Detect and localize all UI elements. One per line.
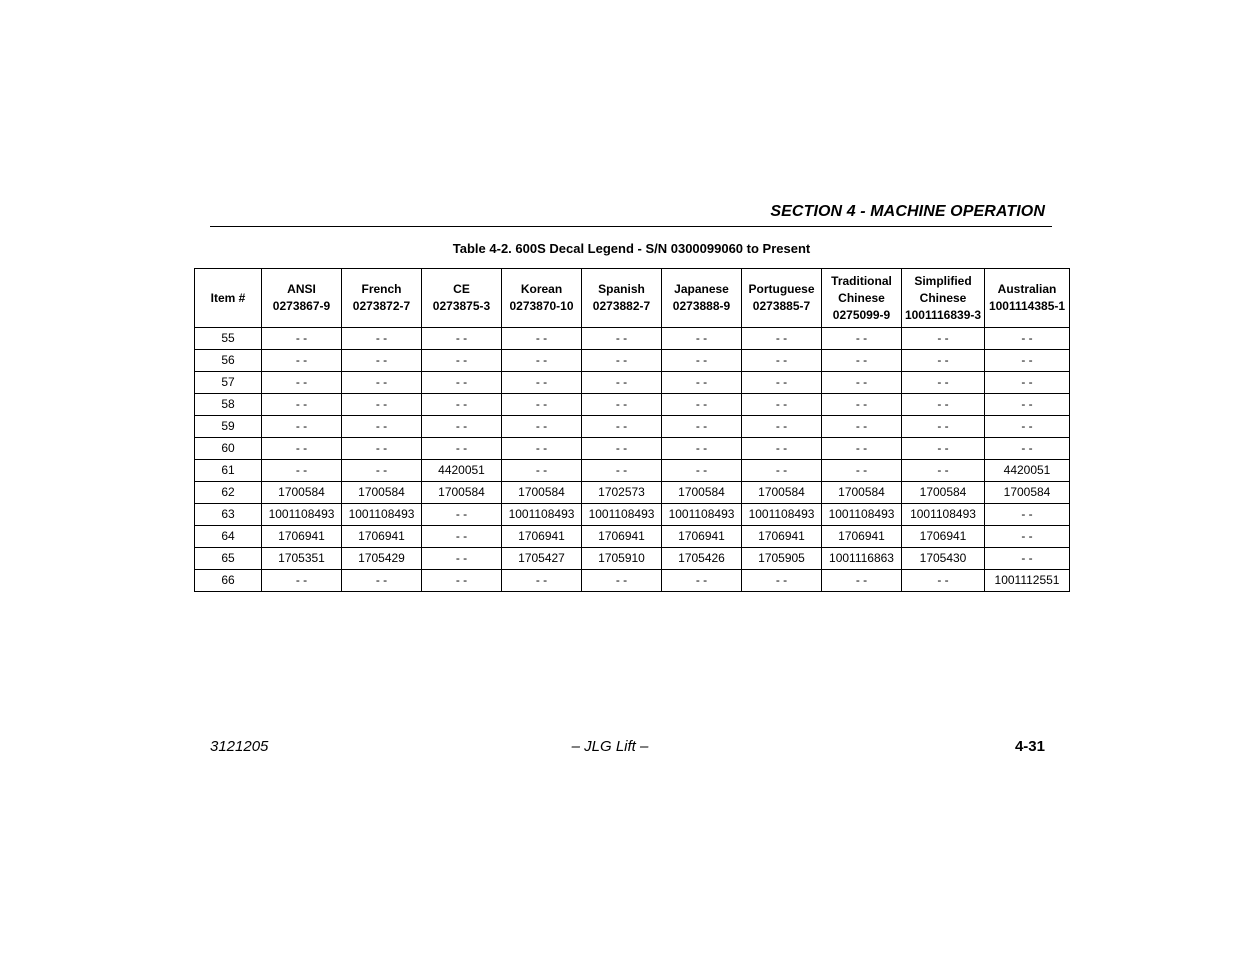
document-number: 3121205: [210, 738, 269, 755]
part-number-cell: - -: [662, 394, 742, 416]
part-number-cell: 1705427: [502, 548, 582, 570]
section-header: [210, 201, 1052, 227]
part-number-cell: - -: [902, 350, 985, 372]
table-row: [195, 416, 1070, 438]
item-number-cell: 61: [195, 460, 262, 482]
part-number-cell: 1700584: [342, 482, 422, 504]
part-number-cell: 1700584: [502, 482, 582, 504]
part-number-cell: - -: [742, 416, 822, 438]
part-number-cell: - -: [822, 328, 902, 350]
table-row: [195, 482, 1070, 504]
part-number-cell: - -: [502, 394, 582, 416]
part-number-cell: - -: [502, 460, 582, 482]
part-number-cell: - -: [422, 372, 502, 394]
column-header-code: 1001116839-3: [904, 307, 982, 322]
part-number-cell: - -: [742, 460, 822, 482]
part-number-cell: 1001108493: [262, 504, 342, 526]
part-number-cell: 1705910: [582, 548, 662, 570]
part-number-cell: - -: [582, 438, 662, 460]
part-number-cell: 1001108493: [582, 504, 662, 526]
column-header-name: Australian: [997, 282, 1057, 296]
part-number-cell: - -: [502, 416, 582, 438]
part-number-cell: 1706941: [902, 526, 985, 548]
part-number-cell: - -: [985, 416, 1070, 438]
column-header-ce: [422, 269, 502, 328]
part-number-cell: - -: [662, 328, 742, 350]
part-number-cell: 1702573: [582, 482, 662, 504]
column-header-code: 0273885-7: [752, 299, 811, 313]
part-number-cell: - -: [985, 548, 1070, 570]
part-number-cell: 1705351: [262, 548, 342, 570]
part-number-cell: - -: [822, 416, 902, 438]
part-number-cell: - -: [342, 372, 422, 394]
table-row: [195, 548, 1070, 570]
part-number-cell: - -: [822, 372, 902, 394]
part-number-cell: - -: [985, 350, 1070, 372]
part-number-cell: - -: [342, 438, 422, 460]
column-header-simplified-chinese: [902, 269, 985, 328]
part-number-cell: - -: [502, 570, 582, 592]
column-header-code: 0273882-7: [592, 299, 651, 313]
part-number-cell: - -: [342, 328, 422, 350]
part-number-cell: - -: [902, 416, 985, 438]
column-header-name: French: [361, 282, 402, 296]
part-number-cell: 1001108493: [662, 504, 742, 526]
part-number-cell: 1001108493: [902, 504, 985, 526]
table-row: [195, 438, 1070, 460]
part-number-cell: 1001116863: [822, 548, 902, 570]
part-number-cell: - -: [582, 460, 662, 482]
part-number-cell: - -: [742, 328, 822, 350]
part-number-cell: 1001108493: [342, 504, 422, 526]
table-caption: Table 4-2. 600S Decal Legend - S/N 0300099060 to Present: [452, 241, 811, 256]
table-row: [195, 394, 1070, 416]
part-number-cell: - -: [342, 350, 422, 372]
part-number-cell: 4420051: [422, 460, 502, 482]
part-number-cell: - -: [582, 416, 662, 438]
column-header-code: 0273867-9: [272, 299, 331, 313]
footer-brand: – JLG Lift –: [571, 738, 649, 755]
part-number-cell: - -: [742, 394, 822, 416]
part-number-cell: 1001108493: [742, 504, 822, 526]
part-number-cell: 1700584: [422, 482, 502, 504]
part-number-cell: - -: [262, 416, 342, 438]
part-number-cell: 1001112551: [985, 570, 1070, 592]
part-number-cell: - -: [742, 570, 822, 592]
section-title: SECTION 4 - MACHINE OPERATION: [770, 203, 1045, 220]
part-number-cell: - -: [662, 438, 742, 460]
part-number-cell: - -: [582, 328, 662, 350]
table-row: [195, 570, 1070, 592]
item-number-cell: 63: [195, 504, 262, 526]
part-number-cell: 1001108493: [822, 504, 902, 526]
part-number-cell: - -: [422, 570, 502, 592]
column-header-name: Spanish: [598, 282, 645, 296]
table-body: [195, 328, 1070, 592]
item-number-cell: 60: [195, 438, 262, 460]
table-row: [195, 328, 1070, 350]
column-header-name: Traditional Chinese: [831, 273, 892, 305]
part-number-cell: - -: [822, 570, 902, 592]
part-number-cell: - -: [902, 372, 985, 394]
column-header-name: Japanese: [674, 282, 729, 296]
column-header-korean: [502, 269, 582, 328]
table-header-row: [195, 269, 1070, 328]
part-number-cell: - -: [985, 394, 1070, 416]
column-header-code: 0273888-9: [672, 299, 731, 313]
table-row: [195, 372, 1070, 394]
table-row: [195, 460, 1070, 482]
part-number-cell: - -: [342, 416, 422, 438]
part-number-cell: - -: [502, 372, 582, 394]
part-number-cell: - -: [422, 438, 502, 460]
item-number-cell: 64: [195, 526, 262, 548]
part-number-cell: - -: [582, 394, 662, 416]
item-number-cell: 56: [195, 350, 262, 372]
part-number-cell: 1001108493: [502, 504, 582, 526]
table-row: [195, 504, 1070, 526]
part-number-cell: 1705426: [662, 548, 742, 570]
part-number-cell: - -: [662, 372, 742, 394]
part-number-cell: - -: [985, 504, 1070, 526]
item-number-cell: 66: [195, 570, 262, 592]
part-number-cell: 1706941: [342, 526, 422, 548]
column-header-ansi: [262, 269, 342, 328]
part-number-cell: - -: [985, 328, 1070, 350]
part-number-cell: - -: [262, 328, 342, 350]
part-number-cell: - -: [582, 570, 662, 592]
part-number-cell: - -: [662, 350, 742, 372]
part-number-cell: - -: [422, 394, 502, 416]
part-number-cell: - -: [422, 416, 502, 438]
part-number-cell: - -: [985, 526, 1070, 548]
column-header-code: 0273872-7: [352, 299, 411, 313]
column-header-name: Item #: [210, 290, 246, 305]
part-number-cell: 1700584: [262, 482, 342, 504]
column-header-code: 1001114385-1: [988, 299, 1066, 313]
part-number-cell: - -: [662, 570, 742, 592]
item-number-cell: 55: [195, 328, 262, 350]
part-number-cell: - -: [262, 372, 342, 394]
part-number-cell: 1706941: [662, 526, 742, 548]
column-header-portuguese: [742, 269, 822, 328]
page-number: 4-31: [1014, 738, 1045, 755]
part-number-cell: - -: [422, 328, 502, 350]
item-number-cell: 62: [195, 482, 262, 504]
column-header-name: Simplified Chinese: [914, 273, 972, 305]
column-header-name: ANSI: [287, 282, 316, 296]
column-header-traditional-chinese: [822, 269, 902, 328]
table-row: [195, 526, 1070, 548]
column-header-code: 0273870-10: [509, 299, 574, 313]
part-number-cell: - -: [502, 350, 582, 372]
part-number-cell: 1700584: [742, 482, 822, 504]
part-number-cell: - -: [902, 394, 985, 416]
part-number-cell: - -: [422, 548, 502, 570]
part-number-cell: - -: [262, 570, 342, 592]
part-number-cell: - -: [422, 350, 502, 372]
part-number-cell: 1706941: [582, 526, 662, 548]
part-number-cell: 1706941: [742, 526, 822, 548]
item-number-cell: 59: [195, 416, 262, 438]
part-number-cell: 1700584: [822, 482, 902, 504]
column-header-australian: [985, 269, 1070, 328]
part-number-cell: - -: [502, 328, 582, 350]
part-number-cell: - -: [582, 372, 662, 394]
part-number-cell: - -: [422, 526, 502, 548]
column-header-name: CE: [453, 282, 470, 296]
part-number-cell: - -: [342, 570, 422, 592]
part-number-cell: - -: [342, 394, 422, 416]
part-number-cell: 1705905: [742, 548, 822, 570]
part-number-cell: - -: [342, 460, 422, 482]
part-number-cell: 1706941: [502, 526, 582, 548]
column-header-item: [195, 269, 262, 328]
column-header-japanese: [662, 269, 742, 328]
part-number-cell: - -: [422, 504, 502, 526]
part-number-cell: - -: [822, 438, 902, 460]
part-number-cell: - -: [822, 394, 902, 416]
part-number-cell: 1705430: [902, 548, 985, 570]
part-number-cell: 4420051: [985, 460, 1070, 482]
part-number-cell: 1700584: [902, 482, 985, 504]
part-number-cell: - -: [902, 328, 985, 350]
column-header-code: 0273875-3: [432, 299, 491, 313]
column-header-name: Korean: [520, 282, 563, 296]
part-number-cell: - -: [985, 438, 1070, 460]
column-header-spanish: [582, 269, 662, 328]
part-number-cell: - -: [742, 350, 822, 372]
part-number-cell: - -: [582, 350, 662, 372]
decal-legend-table: [194, 268, 1070, 592]
part-number-cell: - -: [902, 438, 985, 460]
part-number-cell: 1706941: [262, 526, 342, 548]
column-header-french: [342, 269, 422, 328]
column-header-name: Portuguese: [748, 282, 815, 296]
part-number-cell: - -: [262, 460, 342, 482]
item-number-cell: 65: [195, 548, 262, 570]
part-number-cell: - -: [262, 438, 342, 460]
part-number-cell: 1705429: [342, 548, 422, 570]
part-number-cell: - -: [262, 394, 342, 416]
part-number-cell: - -: [742, 372, 822, 394]
part-number-cell: - -: [822, 460, 902, 482]
item-number-cell: 57: [195, 372, 262, 394]
part-number-cell: - -: [502, 438, 582, 460]
part-number-cell: - -: [985, 372, 1070, 394]
part-number-cell: - -: [262, 350, 342, 372]
part-number-cell: - -: [742, 438, 822, 460]
column-header-code: 0275099-9: [832, 307, 891, 322]
part-number-cell: 1700584: [662, 482, 742, 504]
table-row: [195, 350, 1070, 372]
part-number-cell: - -: [902, 460, 985, 482]
item-number-cell: 58: [195, 394, 262, 416]
part-number-cell: - -: [902, 570, 985, 592]
part-number-cell: - -: [662, 460, 742, 482]
part-number-cell: - -: [822, 350, 902, 372]
part-number-cell: 1706941: [822, 526, 902, 548]
part-number-cell: 1700584: [985, 482, 1070, 504]
part-number-cell: - -: [662, 416, 742, 438]
